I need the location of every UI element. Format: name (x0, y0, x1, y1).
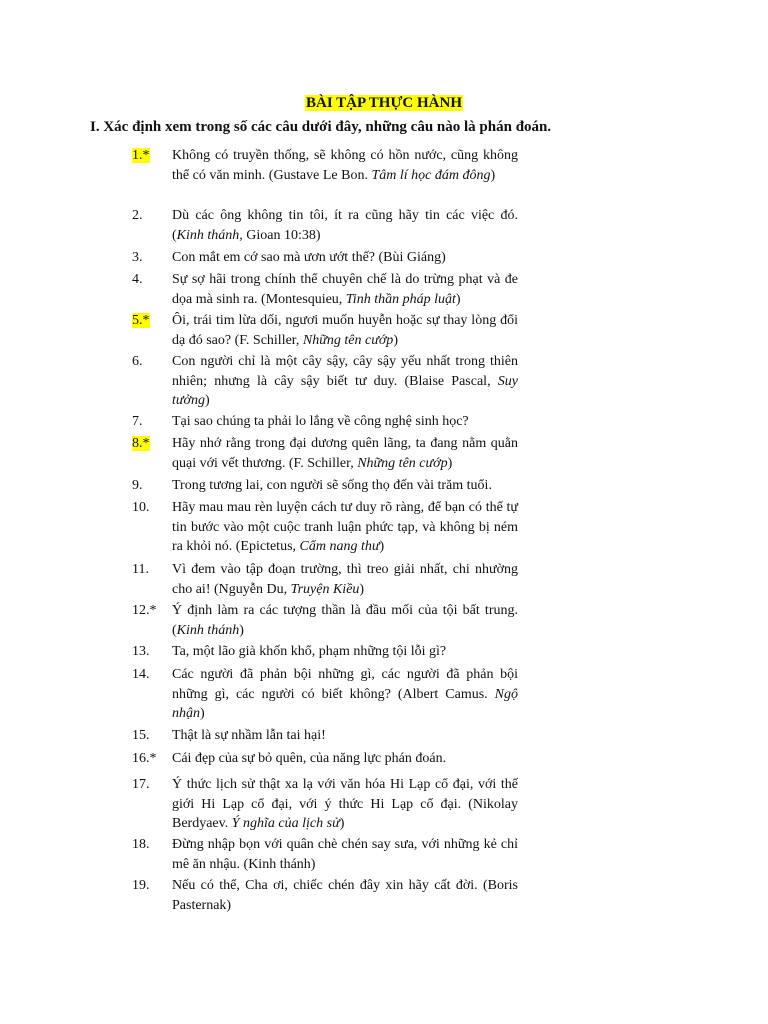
item-source-title: Tâm lí học đám đông (371, 167, 491, 183)
item-number-text: 5.* (132, 313, 150, 328)
item-source-title: Kinh thánh (176, 227, 240, 243)
item-source-title: Những tên cướp (302, 332, 394, 348)
item-source-title: Suy tưởng (172, 373, 518, 408)
item-text (172, 749, 518, 769)
item-tail: ) (447, 455, 453, 471)
item-text (172, 876, 518, 915)
item-number-text: 17. (132, 777, 150, 792)
item-tail: ) (455, 291, 461, 307)
item-text (172, 311, 518, 350)
item-text (172, 206, 518, 245)
item-tail: ) (379, 539, 385, 554)
item-body: Ý định làm ra các tượng thần là đầu mối của tội bất trung. ( (172, 603, 518, 638)
page-title (0, 94, 768, 112)
item-tail: ) (359, 581, 365, 597)
item-source-title: Kinh thánh (176, 622, 240, 638)
item-body: Ý thức lịch sử thật xa lạ với văn hóa Hi Lạp cổ đại, với thế giới Hi Lạp cổ đại, với ý thức Hi Lạp cổ đại. (Nikolay Berdyaev. (172, 777, 518, 831)
item-text (172, 726, 518, 746)
item-text (172, 352, 518, 411)
item-number-text: 16.* (132, 751, 157, 766)
item-text (172, 835, 518, 874)
item-text (172, 601, 518, 640)
item-body: Dù các ông không tin tôi, ít ra cũng hãy tin các việc đó. ( (172, 208, 518, 243)
item-text (172, 412, 518, 432)
item-number (132, 311, 150, 331)
item-source-title: Truyện Kiều (290, 581, 360, 597)
item-body: Tại sao chúng ta phải lo lắng về công nghệ sinh học? (172, 414, 469, 429)
item-source-title: Ngộ nhận (172, 686, 518, 721)
item-number (132, 206, 143, 226)
item-number-text: 9. (132, 478, 143, 493)
item-number (132, 476, 143, 496)
item-number-text: 18. (132, 837, 150, 852)
item-number-text: 12.* (132, 603, 157, 618)
item-text (172, 665, 518, 724)
item-body: Ta, một lão già khốn khổ, phạm những tội lỗi gì? (172, 644, 447, 659)
item-number-text: 10. (132, 500, 150, 515)
item-number (132, 665, 150, 685)
item-number-text: 11. (132, 562, 149, 577)
item-body: Sự sợ hãi trong chính thể chuyên chế là do trừng phạt và đe dọa mà sinh ra. (Montesquieu, (172, 272, 518, 307)
item-number (132, 642, 150, 662)
item-number (132, 601, 157, 621)
item-number (132, 775, 150, 795)
item-text (172, 498, 518, 557)
item-source-title: Ý nghĩa của lịch sử (231, 816, 340, 831)
item-source-title: Những tên cướp (357, 455, 448, 471)
item-number (132, 498, 150, 518)
item-source-title: Cẩm nang thư (299, 539, 380, 554)
item-number-text: 15. (132, 728, 150, 743)
item-body: Con người chỉ là một cây sậy, cây sậy yếu nhất trong thiên nhiên; nhưng là cây sậy biết tư duy. (Blaise Pascal, (172, 354, 518, 389)
item-body: Vì đem vào tập đoạn trường, thì treo giải nhất, chi nhường cho ai! (Nguyễn Du, (172, 562, 518, 597)
item-number (132, 876, 150, 896)
item-text (172, 248, 518, 268)
item-number-text: 4. (132, 272, 143, 287)
item-number (132, 270, 143, 290)
item-number-text: 14. (132, 667, 150, 682)
item-number (132, 434, 150, 454)
item-text (172, 270, 518, 309)
item-number (132, 560, 149, 580)
item-number (132, 412, 143, 432)
item-number-text: 3. (132, 250, 143, 265)
item-body: Trong tương lai, con người sẽ sống thọ đến vài trăm tuổi. (172, 478, 492, 493)
title-text: BÀI TẬP THỰC HÀNH (306, 95, 462, 111)
item-number (132, 726, 150, 746)
item-body: Cái đẹp của sự bỏ quên, của năng lực phán đoán. (172, 751, 447, 766)
item-text (172, 476, 518, 496)
item-number-text: 19. (132, 878, 150, 893)
item-text (172, 560, 518, 599)
item-tail: ) (205, 393, 210, 408)
item-tail: , Gioan 10:38) (239, 227, 321, 243)
section-heading: I. Xác định xem trong số các câu dưới đây, những câu nào là phán đoán. (90, 119, 552, 135)
item-number-text: 2. (132, 208, 143, 223)
item-number-text: 1.* (132, 148, 150, 163)
item-number-text: 8.* (132, 436, 150, 451)
item-number (132, 352, 143, 372)
item-number (132, 146, 150, 166)
item-body: Hãy mau mau rèn luyện cách tư duy rõ ràng, để bạn có thể tự tin bước vào một cuộc tranh luận phức tạp, và không bị ném ra khỏi nó. (Epictetus, (172, 500, 518, 554)
item-text (172, 146, 518, 185)
item-body: Nếu có thể, Cha ơi, chiếc chén đây xin hãy cất đời. (Boris Pasternak) (172, 878, 518, 913)
item-body: Ôi, trái tim lừa dối, ngươi muốn huyễn hoặc sự thay lòng đổi dạ đó sao? (F. Schiller, (172, 313, 518, 348)
item-tail: ) (200, 706, 205, 721)
item-tail: ) (239, 622, 244, 638)
item-number (132, 248, 143, 268)
item-body: Không có truyền thống, sẽ không có hồn nước, cũng không thể có văn minh. (Gustave Le Bon. (172, 148, 518, 183)
item-number-text: 13. (132, 644, 150, 659)
item-tail: ) (490, 167, 496, 183)
item-body: Hãy nhớ rằng trong đại dương quên lãng, ta đang nằm quằn quại với vết thương. (F. Schiller, (172, 436, 518, 471)
item-number-text: 6. (132, 354, 143, 369)
item-body: Con mắt em cớ sao mà ươn ướt thế? (Bùi Giáng) (172, 250, 446, 265)
item-number (132, 835, 150, 855)
item-source-title: Tinh thần pháp luật (345, 291, 456, 307)
item-body: Đừng nhập bọn với quân chè chén say sưa, với những kẻ chỉ mê ăn nhậu. (Kinh thánh) (172, 837, 518, 872)
item-text (172, 642, 518, 662)
item-number-text: 7. (132, 414, 143, 429)
item-tail: ) (339, 816, 345, 831)
item-text (172, 434, 518, 473)
item-tail: ) (393, 332, 398, 348)
item-number (132, 749, 157, 769)
item-body: Các người đã phản bội những gì, các người đã phản bội những gì, các người có biết không? (Albert Camus. (172, 667, 518, 702)
item-text (172, 775, 518, 834)
item-body: Thật là sự nhầm lẫn tai hại! (172, 728, 326, 743)
